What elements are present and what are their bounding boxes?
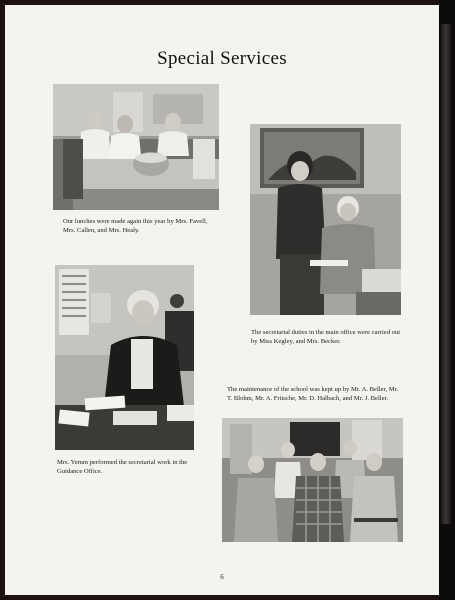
maintenance-caption: The maintenance of the school was kept up by Mr. A. Beller, Mr. T. Blohm, Mr. A. Fritsche, Mr. D. Halbach, and Mr. J. Beller.: [227, 386, 399, 402]
page-number: 6: [220, 573, 224, 581]
binding-edge: [439, 0, 455, 600]
main-office-secretaries-photo: [250, 124, 401, 315]
maintenance-staff-photo: [222, 418, 403, 542]
cafeteria-staff-photo: [53, 84, 219, 210]
secretarial-main-caption: The secretarial duties in the main office were carried out by Miss Kegley, and Mrs. Becker.: [251, 329, 401, 345]
yearbook-page: [5, 5, 439, 595]
guidance-office-secretary-photo: [55, 265, 194, 450]
guidance-caption: Mrs. Yemm performed the secretarial work in the Guidance Office.: [57, 459, 188, 475]
page-title: Special Services: [157, 48, 287, 69]
lunch-caption: Our lunches were made again this year by Mrs. Favell, Mrs. Callen, and Mrs. Healy.: [63, 218, 208, 234]
